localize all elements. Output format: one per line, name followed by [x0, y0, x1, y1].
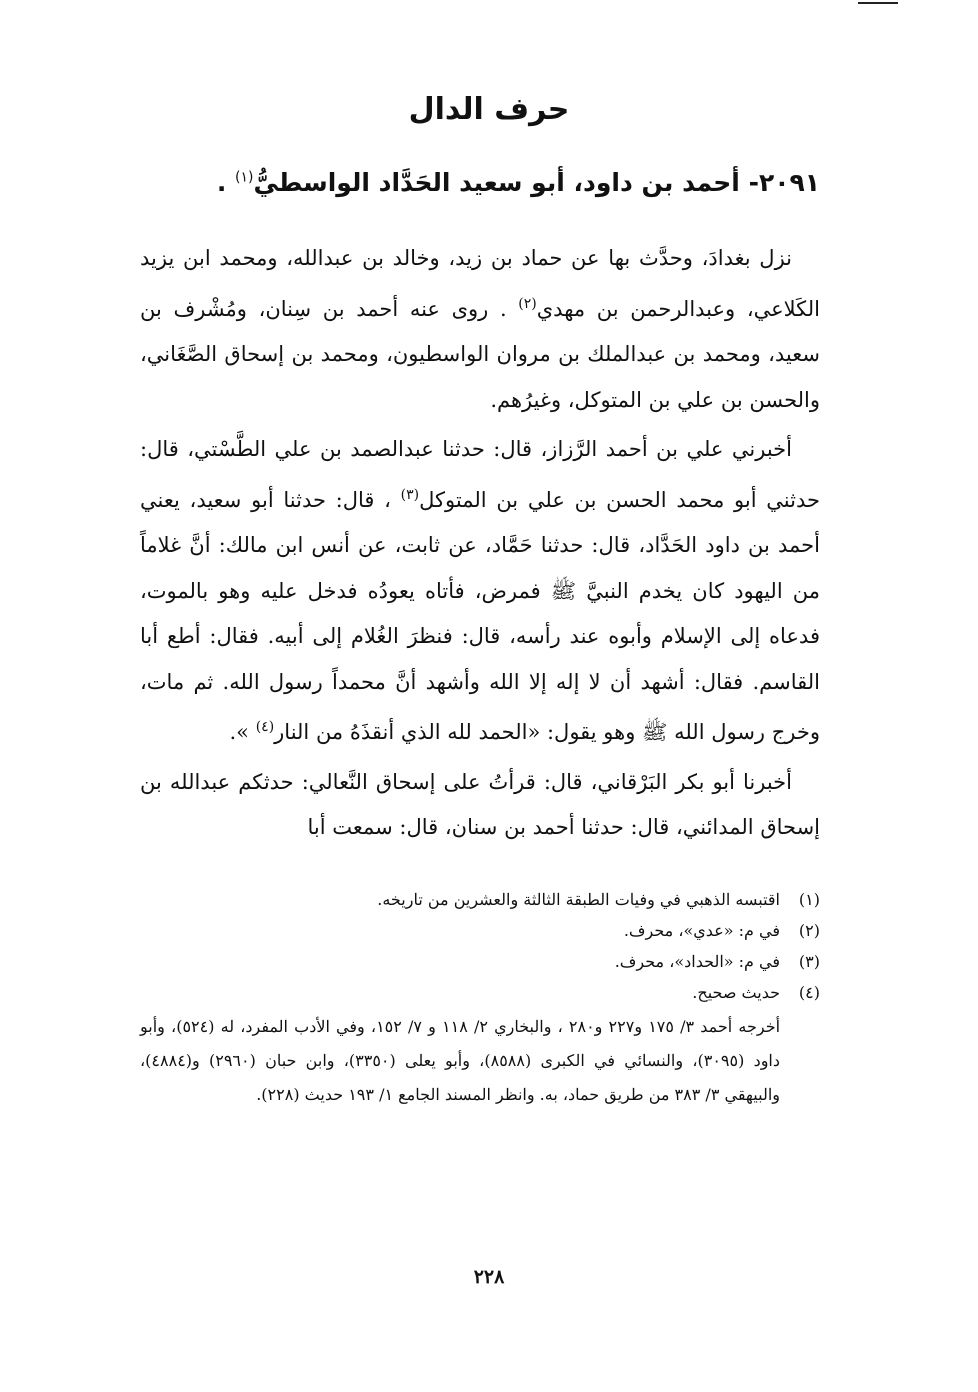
- footnote-3: [140, 946, 820, 977]
- paragraph-2-text: أخبرني علي بن أحمد الرَّزاز، قال: حدثنا عبدالصمد بن علي الطَّسْتي، قال: حدثني أبو محمد الحسن بن علي بن المتوكل: [140, 437, 820, 512]
- paragraph-1: [140, 236, 820, 423]
- footnote-4: [140, 977, 820, 1008]
- footnote-text: في م: «عدي»، محرف.: [623, 921, 780, 940]
- footnote-ref-4: (٤): [255, 719, 275, 735]
- footnote-number: (٢): [798, 921, 820, 940]
- footnote-number: (١): [798, 890, 820, 909]
- entry-title: - أحمد بن داود، أبو سعيد الحَدَّاد الواسطيُّ: [253, 168, 759, 197]
- footnote-1: [140, 884, 820, 915]
- footnote-text: اقتبسه الذهبي في وفيات الطبقة الثالثة والعشرين من تاريخه.: [377, 890, 780, 909]
- chapter-title: حرف الدال: [408, 92, 570, 127]
- paragraph-2-end: ».: [229, 720, 256, 744]
- footnote-ref-2: (٢): [518, 295, 537, 312]
- paragraph-3-text: أخبرنا أبو بكر البَرْقاني، قال: قرأتُ على إسحاق النَّعالي: حدثكم عبدالله بن إسحاق المدائني، قال: حدثنا أحمد بن سنان، قال: سمعت أبا: [140, 769, 820, 839]
- page-number: ٢٢٨: [473, 1266, 505, 1288]
- entry-number: ٢٠٩١: [758, 168, 820, 197]
- paragraph-2-continuation: ، قال: حدثنا أبو سعيد، يعني أحمد بن داود الحَدَّاد، قال: حدثنا حَمَّاد، عن ثابت، عن أنس ابن مالك: أنَّ غلاماً من اليهود كان يخدم النبيَّ ﷺ فمرض، فأتاه يعودُه فدخل عليه وهو بالموت، فدعاه إلى الإسلام وأبوه عند رأسه، قال: فنظرَ الغُلام إلى أبيه. فقال: أطع أبا القاسم. فقال: أشهد أن لا إله إلا الله وأشهد أنَّ محمداً رسول الله. ثم مات، وخرج رسول الله ﷺ وهو يقول: «الحمد لله الذي أنقذَهُ من النار: [140, 487, 820, 744]
- footnote-text: في م: «الحداد»، محرف.: [614, 952, 780, 971]
- entry-end: .: [216, 168, 236, 197]
- footnote-number: (٣): [798, 952, 820, 971]
- entry-heading: [160, 168, 820, 197]
- footnotes: [140, 884, 820, 1112]
- footnote-number: (٤): [798, 983, 820, 1002]
- footnote-ref-3: (٣): [400, 486, 420, 503]
- paragraph-3: [140, 760, 820, 851]
- paragraph-2: [140, 427, 820, 756]
- header-rule: [858, 2, 898, 4]
- footnote-ref-1: (١): [235, 169, 254, 186]
- footnote-4-detail: أخرجه أحمد ٣/ ١٧٥ و٢٢٧ و٢٨٠ ، والبخاري ٢/ ١١٨ و ٧/ ١٥٢، وفي الأدب المفرد، له (٥٢٤)، وأبو داود (٣٠٩٥)، والنسائي في الكبرى (٨٥٨٨)، وأبو يعلى (٣٣٥٠)، وابن حبان (٢٩٦٠) و(٤٨٨٤)، والبيهقي ٣/ ٣٨٣ من طريق حماد، به. وانظر المسند الجامع ١/ ١٩٣ حديث (٢٢٨).: [140, 1017, 781, 1104]
- footnote-2: [140, 915, 820, 946]
- paragraph-1-text: نزل بغدادَ، وحدَّث بها عن حماد بن زيد، وخالد بن عبدالله، ومحمد ابن يزيد الكَلاعي، وعبدالرحمن بن مهدي: [140, 246, 820, 321]
- body-text: [140, 236, 820, 855]
- footnote-text: حديث صحيح.: [692, 983, 780, 1002]
- paragraph-1-continuation: . روى عنه أحمد بن سِنان، ومُشْرف بن سعيد، ومحمد بن عبدالملك بن مروان الواسطيون، ومحمد بن إسحاق الصَّغَاني، والحسن بن علي بن المتوكل، وغيرُهم.: [140, 296, 820, 412]
